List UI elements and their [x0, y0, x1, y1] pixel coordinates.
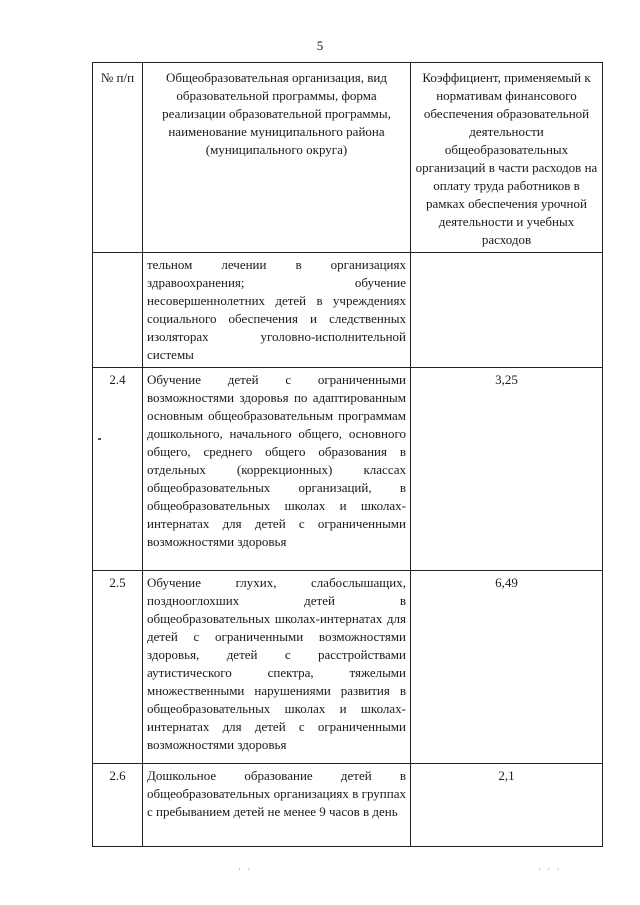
table-row	[93, 764, 603, 847]
row-number	[93, 253, 143, 368]
row-description: тельном лечении в организациях здравоохранения; обучение несовершеннолетних детей в учреждениях социального обеспечения и следственных изоляторах уголовно-исполнительной системы	[143, 253, 411, 368]
table-row	[93, 571, 603, 764]
row-coefficient: 6,49	[411, 571, 603, 764]
row-number: 2.5	[93, 571, 143, 764]
page-number: 5	[316, 38, 324, 53]
scan-speck	[98, 438, 101, 440]
header-number: № п/п	[93, 63, 143, 253]
row-description: Обучение глухих, слабослышащих, позднооглохших детей в общеобразовательных школах-интернатах для детей с ограниченными возможностями здоровья, детей с расстройствами аутистического спектра, тяжелыми множественными нарушениями развития в общеобразовательных школах и школах-интернатах для детей с ограниченными возможностями здоровья	[143, 571, 411, 764]
scan-artifact: · ·	[238, 864, 253, 874]
row-coefficient: 2,1	[411, 764, 603, 847]
table-row	[93, 253, 603, 368]
row-description: Дошкольное образование детей в общеобразовательных организациях в группах с пребыванием детей не менее 9 часов в день	[143, 764, 411, 847]
table-header-row	[93, 63, 603, 253]
header-coefficient: Коэффициент, применяемый к нормативам финансового обеспечения образовательной деятельности общеобразовательных организаций в части расходов на оплату труда работников в рамках обеспечения урочной деятельности и учебных расходов	[411, 63, 603, 253]
row-description: Обучение детей с ограниченными возможностями здоровья по адаптированным основным общеобразовательным программам дошкольного, начального общего, основного общего, среднего общего образования в отдельных (коррекционных) классах общеобразовательных организаций, в общеобразовательных школах и школах-интернатах для детей с ограниченными возможностями здоровья	[143, 368, 411, 571]
table-row	[93, 368, 603, 571]
row-coefficient	[411, 253, 603, 368]
scan-artifact: · · ·	[538, 864, 562, 874]
header-organization: Общеобразовательная организация, вид образовательной программы, форма реализации образовательной программы, наименование муниципального района (муниципального округа)	[143, 63, 411, 253]
row-number: 2.6	[93, 764, 143, 847]
coefficient-table	[92, 62, 603, 847]
row-number: 2.4	[93, 368, 143, 571]
row-coefficient: 3,25	[411, 368, 603, 571]
